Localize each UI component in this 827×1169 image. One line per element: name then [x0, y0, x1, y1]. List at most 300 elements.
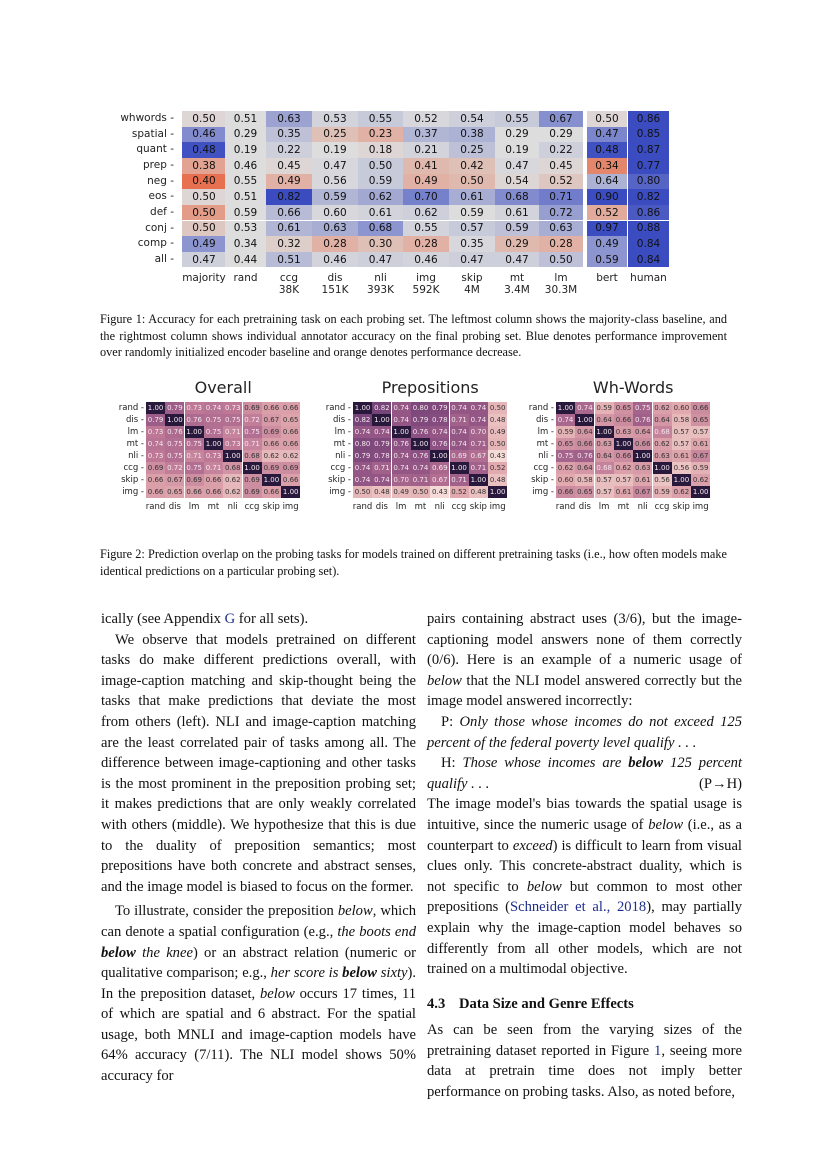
- heatmap-cell: 0.73: [205, 451, 222, 460]
- heatmap-cell: 1.00: [577, 415, 593, 424]
- heatmap-cell: 1.00: [244, 463, 260, 472]
- row-label-quant: quant -: [136, 143, 174, 156]
- heatmap-cell: 0.55: [225, 174, 266, 190]
- heatmap-cell: 0.69: [186, 475, 202, 484]
- heatmap-cell: 0.68: [358, 221, 403, 237]
- heatmap-cell: 0.51: [225, 189, 266, 205]
- column-label-rand: rand: [145, 502, 166, 512]
- heatmap-cell: 0.68: [224, 463, 241, 472]
- column-label-img: img 592K: [412, 271, 440, 296]
- column-label-skip: skip 4M: [461, 271, 483, 296]
- heatmap-cell: 0.43: [489, 451, 506, 460]
- heatmap-cell: 0.54: [495, 174, 539, 190]
- heatmap-cell: 0.84: [628, 252, 669, 268]
- heatmap-cell: 0.59: [692, 463, 709, 472]
- heatmap-cell: 0.64: [596, 451, 612, 460]
- column-label-skip: skip: [469, 502, 487, 512]
- heatmap-cell: 0.61: [449, 189, 495, 205]
- heatmap-cell: 0.74: [412, 463, 429, 472]
- heatmap-cell: 0.66: [282, 475, 299, 484]
- heatmap-cell: 0.46: [225, 158, 266, 174]
- heatmap-cell: 0.34: [225, 236, 266, 252]
- column-label-mt: mt: [617, 502, 630, 512]
- heatmap-cell: 0.50: [489, 403, 506, 412]
- column-label-lm: lm: [395, 502, 407, 512]
- heatmap-cell: 0.75: [186, 439, 202, 448]
- row-label-all: all -: [154, 252, 174, 265]
- heatmap-cell: 0.76: [634, 415, 651, 424]
- heatmap-cell: 0.63: [615, 427, 632, 436]
- heatmap-cell: 0.80: [628, 174, 669, 190]
- heatmap-cell: 0.63: [539, 221, 583, 237]
- heatmap-cell: 0.49: [182, 236, 226, 252]
- heatmap-cell: 0.53: [312, 111, 358, 127]
- heatmap-cell: 0.64: [654, 415, 670, 424]
- heatmap-cell: 0.62: [654, 439, 670, 448]
- heatmap-cell: 1.00: [673, 475, 690, 484]
- column-label-bert: bert: [596, 271, 618, 284]
- heatmap-cell: 0.64: [587, 174, 627, 190]
- heatmap-cell: 0.82: [266, 189, 312, 205]
- heatmap-cell: 0.49: [403, 174, 449, 190]
- heatmap-cell: 0.86: [628, 111, 669, 127]
- column-label-human: human: [630, 271, 667, 284]
- row-label-rand: rand -: [528, 403, 554, 413]
- paragraph: The image model's bias towards the spatial usage is intuitive, since the numeric usage of below (i.e., as a counterpart to exceed) is difficult to learn from visual clues only. This concrete-abstract duality, which is not specific to below but common to most other prepositions (Schneider et al., 2018), may partially explain why the image-caption model behaves so differently from all other models, which are not trained on a multimodal objective.: [427, 796, 743, 978]
- column-label-skip: skip: [262, 502, 280, 512]
- heatmap-cell: 0.79: [167, 403, 183, 412]
- heatmap-cell: 0.38: [449, 127, 495, 143]
- heatmap-cell: 0.22: [539, 142, 583, 158]
- heatmap-cell: 0.73: [147, 427, 164, 436]
- heatmap-cell: 0.60: [557, 475, 574, 484]
- heatmap-cell: 0.65: [577, 487, 593, 496]
- heatmap-cell: 1.00: [634, 451, 651, 460]
- column-label-lm: lm 30.3M: [544, 271, 578, 296]
- heatmap-cell: 0.40: [182, 174, 226, 190]
- heatmap-cell: 0.67: [167, 475, 183, 484]
- heatmap-cell: 0.52: [489, 463, 506, 472]
- heatmap-cell: 1.00: [147, 403, 164, 412]
- heatmap-cell: 0.66: [263, 487, 280, 496]
- heatmap-cell: 0.73: [224, 439, 241, 448]
- heatmap-cell: 0.71: [244, 439, 260, 448]
- heatmap-cell: 0.70: [393, 475, 409, 484]
- heatmap-cell: 0.74: [393, 403, 409, 412]
- heatmap-cell: 0.50: [489, 439, 506, 448]
- heatmap-cell: 0.54: [449, 111, 495, 127]
- heatmap-cell: 1.00: [451, 463, 467, 472]
- heatmap-cell: 0.74: [393, 451, 409, 460]
- column-label-mt: mt 3.4M: [504, 271, 530, 296]
- heatmap-cell: 0.75: [557, 451, 574, 460]
- heatmap-cell: 0.61: [358, 205, 403, 221]
- heatmap-cell: 0.48: [587, 142, 627, 158]
- row-label-comp: comp -: [137, 237, 174, 250]
- heatmap-cell: 1.00: [186, 427, 202, 436]
- figure-link[interactable]: 1: [654, 1042, 662, 1059]
- column-label-nli: nli 393K: [367, 271, 394, 296]
- heatmap-cell: 1.00: [557, 403, 574, 412]
- heatmap-cell: 0.71: [470, 439, 487, 448]
- heatmap-cell: 0.55: [495, 111, 539, 127]
- heatmap-cell: 0.74: [431, 427, 448, 436]
- heatmap-cell: 0.62: [224, 475, 241, 484]
- heatmap-cell: 0.59: [225, 205, 266, 221]
- heatmap-cell: 0.79: [354, 451, 371, 460]
- row-label-mt: mt -: [536, 439, 554, 449]
- heatmap-cell: 0.65: [557, 439, 574, 448]
- heatmap-cell: 0.48: [470, 487, 487, 496]
- heatmap-cell: 0.23: [358, 127, 403, 143]
- heatmap-cell: 0.59: [587, 252, 627, 268]
- heatmap-cell: 0.61: [692, 439, 709, 448]
- heatmap-title: Overall: [194, 378, 252, 397]
- heatmap-cell: 1.00: [596, 427, 612, 436]
- heatmap-cell: 0.79: [431, 403, 448, 412]
- heatmap-cell: 0.66: [282, 439, 299, 448]
- row-label-def: def -: [150, 205, 174, 218]
- heatmap-cell: 0.76: [412, 427, 429, 436]
- heatmap-cell: 0.18: [358, 142, 403, 158]
- heatmap-cell: 0.76: [412, 451, 429, 460]
- figure-1-caption: Figure 1: Accuracy for each pretraining task on each probing set. The leftmost column shows the majority-class baseline, and the rightmost column shows individual annotator accuracy on the final probing set. Blue denotes performance improvement over randomly initialized encoder baseline and orange denotes performance decrease.: [100, 312, 727, 359]
- heatmap-cell: 0.72: [539, 205, 583, 221]
- heatmap-cell: 0.74: [451, 427, 467, 436]
- heatmap-cell: 0.62: [263, 451, 280, 460]
- heatmap-cell: 0.66: [577, 439, 593, 448]
- heatmap-cell: 1.00: [167, 415, 183, 424]
- column-label-nli: nli: [637, 502, 648, 512]
- column-label-dis: dis 151K: [321, 271, 349, 296]
- heatmap-cell: 0.47: [495, 252, 539, 268]
- heatmap-cell: 0.47: [312, 158, 358, 174]
- heatmap-cell: 0.70: [403, 189, 449, 205]
- heatmap-cell: 0.56: [673, 463, 690, 472]
- heatmap-cell: 0.47: [182, 252, 226, 268]
- heatmap-cell: 0.48: [489, 475, 506, 484]
- heatmap-cell: 0.55: [358, 111, 403, 127]
- heatmap-cell: 0.78: [431, 415, 448, 424]
- heatmap-cell: 0.58: [577, 475, 593, 484]
- heatmap-cell: 0.47: [495, 158, 539, 174]
- row-label-img: img -: [532, 487, 554, 497]
- heatmap-cell: 0.66: [282, 403, 299, 412]
- row-label-conj: conj -: [145, 221, 174, 234]
- heatmap-cell: 0.84: [628, 236, 669, 252]
- row-label-ccg: ccg -: [533, 463, 554, 473]
- heatmap-cell: 0.35: [449, 236, 495, 252]
- heatmap-cell: 0.52: [539, 174, 583, 190]
- heatmap-cell: 0.69: [263, 427, 280, 436]
- heatmap-cell: 0.87: [628, 142, 669, 158]
- heatmap-cell: 0.66: [147, 475, 164, 484]
- heatmap-cell: 0.32: [266, 236, 312, 252]
- heatmap-cell: 0.82: [354, 415, 371, 424]
- row-label-lm: lm -: [537, 427, 554, 437]
- heatmap-cell: 0.71: [374, 463, 390, 472]
- heatmap-cell: 0.46: [403, 252, 449, 268]
- heatmap-cell: 1.00: [263, 475, 280, 484]
- heatmap-cell: 0.19: [225, 142, 266, 158]
- heatmap-cell: 0.69: [263, 463, 280, 472]
- heatmap-cell: 0.69: [244, 475, 260, 484]
- heatmap-cell: 0.86: [628, 205, 669, 221]
- column-label-ccg: ccg: [654, 502, 670, 512]
- heatmap-cell: 0.57: [673, 439, 690, 448]
- heatmap-cell: 0.59: [495, 221, 539, 237]
- figure-2-caption: Figure 2: Prediction overlap on the probing tasks for models trained on different pretraining tasks (i.e., how often models make identical predictions on a particular probing set).: [100, 547, 727, 578]
- heatmap-cell: 0.49: [393, 487, 409, 496]
- heatmap-cell: 0.47: [358, 252, 403, 268]
- heatmap-cell: 0.45: [266, 158, 312, 174]
- heatmap-cell: 0.71: [412, 475, 429, 484]
- column-label-skip: skip: [672, 502, 690, 512]
- column-label-rand: rand: [352, 502, 373, 512]
- heatmap-cell: 0.66: [186, 487, 202, 496]
- heatmap-cell: 0.80: [354, 439, 371, 448]
- heatmap-cell: 0.50: [182, 205, 226, 221]
- citation-link[interactable]: Schneider et al., 2018: [509, 899, 647, 916]
- heatmap-cell: 0.68: [495, 189, 539, 205]
- heatmap-cell: 0.43: [431, 487, 448, 496]
- heatmap-cell: 0.74: [470, 403, 487, 412]
- heatmap-cell: 0.74: [354, 463, 371, 472]
- right-column: [427, 609, 742, 1103]
- heatmap-cell: 0.97: [587, 221, 627, 237]
- heatmap-cell: 0.66: [615, 415, 632, 424]
- column-label-dis: dis: [375, 502, 388, 512]
- heatmap-cell: 0.74: [393, 415, 409, 424]
- heatmap-cell: 0.53: [225, 221, 266, 237]
- heatmap-cell: 0.82: [628, 189, 669, 205]
- heatmap-cell: 0.68: [596, 463, 612, 472]
- heatmap-cell: 0.46: [182, 127, 226, 143]
- heatmap-cell: 0.66: [147, 487, 164, 496]
- heatmap-cell: 0.71: [224, 427, 241, 436]
- heatmap-cell: 0.62: [403, 205, 449, 221]
- heatmap-cell: 0.62: [673, 487, 690, 496]
- heatmap-cell: 0.65: [692, 415, 709, 424]
- column-label-img: img: [489, 502, 506, 512]
- heatmap-cell: 0.55: [403, 221, 449, 237]
- heatmap-cell: 0.71: [470, 463, 487, 472]
- heatmap-cell: 0.67: [634, 487, 651, 496]
- heatmap-cell: 1.00: [282, 487, 299, 496]
- row-label-ccg: ccg -: [123, 463, 144, 473]
- heatmap-cell: 0.56: [312, 174, 358, 190]
- heatmap-cell: 0.66: [692, 403, 709, 412]
- heatmap-cell: 0.62: [615, 463, 632, 472]
- heatmap-cell: 0.67: [539, 111, 583, 127]
- heatmap-cell: 0.29: [539, 127, 583, 143]
- column-label-dis: dis: [578, 502, 591, 512]
- heatmap-cell: 1.00: [470, 475, 487, 484]
- heatmap-cell: 0.57: [692, 427, 709, 436]
- heatmap-cell: 1.00: [431, 451, 448, 460]
- heatmap-cell: 0.57: [449, 221, 495, 237]
- row-label-eos: eos -: [148, 190, 174, 203]
- heatmap-cell: 0.46: [312, 252, 358, 268]
- heatmap-cell: 0.59: [596, 403, 612, 412]
- heatmap-cell: 0.74: [354, 475, 371, 484]
- heatmap-cell: 0.79: [147, 415, 164, 424]
- row-label-lm: lm -: [127, 427, 144, 437]
- heatmap-cell: 0.72: [244, 415, 260, 424]
- heatmap-cell: 0.74: [374, 475, 390, 484]
- heatmap-cell: 0.37: [403, 127, 449, 143]
- heatmap-cell: 0.48: [489, 415, 506, 424]
- heatmap-cell: 0.57: [596, 475, 612, 484]
- heatmap-cell: 0.75: [634, 403, 651, 412]
- heatmap-cell: 0.76: [431, 439, 448, 448]
- heatmap-cell: 0.74: [557, 415, 574, 424]
- row-label-skip: skip -: [121, 475, 144, 485]
- heatmap-cell: 0.59: [312, 189, 358, 205]
- row-label-skip: skip -: [531, 475, 554, 485]
- heatmap-cell: 0.74: [451, 403, 467, 412]
- heatmap-cell: 0.63: [312, 221, 358, 237]
- column-label-nli: nli: [227, 502, 238, 512]
- appendix-link[interactable]: G: [224, 611, 236, 627]
- heatmap-cell: 0.82: [374, 403, 390, 412]
- heatmap-cell: 0.50: [182, 189, 226, 205]
- heatmap-cell: 0.50: [354, 487, 371, 496]
- heatmap-cell: 0.29: [225, 127, 266, 143]
- column-label-ccg: ccg: [244, 502, 260, 512]
- heatmap-cell: 0.19: [312, 142, 358, 158]
- heatmap-cell: 0.78: [374, 451, 390, 460]
- heatmap-cell: 0.42: [449, 158, 495, 174]
- heatmap-cell: 0.71: [186, 451, 202, 460]
- row-label-dis: dis -: [536, 415, 554, 425]
- column-label-img: img: [282, 502, 299, 512]
- heatmap-cell: 0.76: [577, 451, 593, 460]
- heatmap-cell: 0.52: [587, 205, 627, 221]
- heatmap-cell: 0.60: [673, 403, 690, 412]
- heatmap-cell: 0.61: [615, 487, 632, 496]
- row-label-mt: mt -: [126, 439, 144, 449]
- heatmap-cell: 0.59: [358, 174, 403, 190]
- heatmap-cell: 0.66: [266, 205, 312, 221]
- heatmap-cell: 0.50: [358, 158, 403, 174]
- heatmap-cell: 1.00: [489, 487, 506, 496]
- column-label-dis: dis: [168, 502, 181, 512]
- heatmap-cell: 0.50: [182, 221, 226, 237]
- heatmap-cell: 0.57: [596, 487, 612, 496]
- heatmap-cell: 0.69: [147, 463, 164, 472]
- heatmap-cell: 0.73: [224, 403, 241, 412]
- heatmap-cell: 0.28: [312, 236, 358, 252]
- heatmap-cell: 0.66: [205, 487, 222, 496]
- heatmap-cell: 0.75: [186, 463, 202, 472]
- heatmap-cell: 0.64: [577, 463, 593, 472]
- left-column: [101, 609, 416, 1087]
- heatmap-cell: 0.62: [358, 189, 403, 205]
- heatmap-cell: 0.49: [489, 427, 506, 436]
- row-label-prep: prep -: [142, 158, 174, 171]
- row-label-img: img -: [329, 487, 351, 497]
- row-label-rand: rand -: [118, 403, 144, 413]
- heatmap-cell: 0.41: [403, 158, 449, 174]
- heatmap-cell: 0.77: [628, 158, 669, 174]
- heatmap-cell: 0.28: [403, 236, 449, 252]
- heatmap-cell: 0.75: [167, 451, 183, 460]
- heatmap-cell: 0.76: [167, 427, 183, 436]
- heatmap-cell: 0.62: [557, 463, 574, 472]
- heatmap-cell: 0.22: [266, 142, 312, 158]
- heatmap-cell: 0.62: [224, 487, 241, 496]
- heatmap-cell: 0.76: [393, 439, 409, 448]
- heatmap-cell: 0.88: [628, 221, 669, 237]
- row-label-nli: nli -: [128, 451, 144, 461]
- column-label-nli: nli: [434, 502, 445, 512]
- heatmap-cell: 1.00: [615, 439, 632, 448]
- heatmap-cell: 0.74: [393, 463, 409, 472]
- heatmap-cell: 0.62: [282, 451, 299, 460]
- row-label-nli: nli -: [335, 451, 351, 461]
- heatmap-cell: 0.50: [412, 487, 429, 496]
- heatmap-cell: 0.29: [495, 236, 539, 252]
- heatmap-cell: 0.45: [539, 158, 583, 174]
- heatmap-cell: 0.64: [634, 427, 651, 436]
- heatmap-cell: 0.48: [182, 142, 226, 158]
- heatmap-cell: 0.28: [539, 236, 583, 252]
- row-label-nli: nli -: [538, 451, 554, 461]
- heatmap-cell: 0.74: [205, 403, 222, 412]
- heatmap-cell: 0.49: [587, 236, 627, 252]
- heatmap-cell: 0.66: [557, 487, 574, 496]
- heatmap-cell: 0.50: [587, 111, 627, 127]
- heatmap-cell: 1.00: [224, 451, 241, 460]
- heatmap-cell: 0.71: [451, 415, 467, 424]
- heatmap-cell: 0.67: [692, 451, 709, 460]
- heatmap-cell: 0.50: [449, 174, 495, 190]
- row-label-neg: neg -: [147, 174, 174, 187]
- heatmap-cell: 0.67: [431, 475, 448, 484]
- heatmap-cell: 0.34: [587, 158, 627, 174]
- heatmap-cell: 0.63: [596, 439, 612, 448]
- heatmap-cell: 0.47: [449, 252, 495, 268]
- premise-example: P: Only those whose incomes do not exceed 125 percent of the federal poverty level qualify . . .: [427, 713, 742, 751]
- column-label-majority: majority: [182, 271, 226, 284]
- heatmap-cell: 0.50: [182, 111, 226, 127]
- heatmap-cell: 0.75: [224, 415, 241, 424]
- heatmap-cell: 0.56: [654, 475, 670, 484]
- heatmap-cell: 0.57: [673, 427, 690, 436]
- paragraph: pairs containing abstract uses (3/6), but the image-captioning model answers none of them correctly (0/6). Here is an example of a numeric usage of below that the NLI model answered correctly but the image model answered incorrectly:: [427, 611, 742, 710]
- heatmap-cell: 0.63: [634, 463, 651, 472]
- heatmap-cell: 0.71: [539, 189, 583, 205]
- column-label-mt: mt: [414, 502, 427, 512]
- heatmap-cell: 0.48: [374, 487, 390, 496]
- row-label-rand: rand -: [325, 403, 351, 413]
- heatmap-cell: 0.52: [403, 111, 449, 127]
- heatmap-cell: 0.59: [449, 205, 495, 221]
- heatmap-cell: 1.00: [393, 427, 409, 436]
- heatmap-cell: 0.76: [186, 415, 202, 424]
- heatmap-cell: 0.67: [470, 451, 487, 460]
- heatmap-cell: 0.71: [451, 475, 467, 484]
- heatmap-cell: 0.71: [205, 463, 222, 472]
- heatmap-cell: 0.25: [449, 142, 495, 158]
- heatmap-cell: 0.51: [266, 252, 312, 268]
- heatmap-cell: 0.19: [495, 142, 539, 158]
- heatmap-cell: 0.38: [182, 158, 226, 174]
- heatmap-cell: 0.63: [266, 111, 312, 127]
- heatmap-cell: 0.66: [282, 427, 299, 436]
- heatmap-cell: 1.00: [354, 403, 371, 412]
